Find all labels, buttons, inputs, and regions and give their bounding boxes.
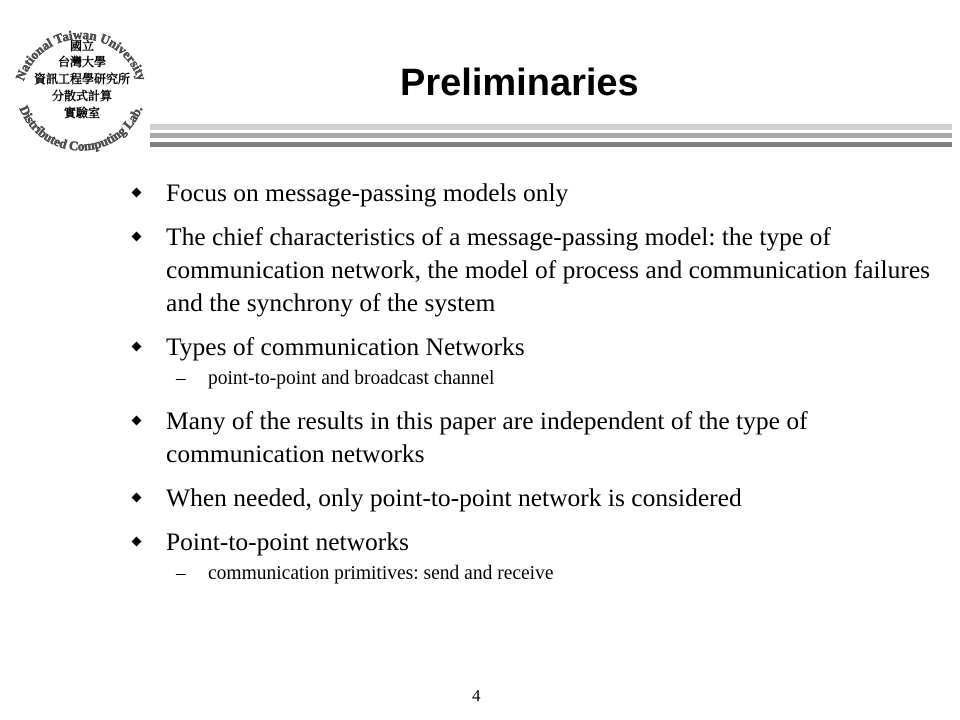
logo-ring-top: National Taiwan University — [12, 26, 150, 83]
bullet-diamond-icon — [132, 188, 142, 198]
logo-ring-bottom: Distributed Computing Lab. — [16, 103, 146, 154]
bullet-item — [133, 176, 943, 209]
logo-line-2: 台灣大學 — [57, 55, 107, 69]
sub-bullet-text: point-to-point and broadcast channel — [208, 368, 495, 389]
bullet-diamond-icon — [132, 537, 142, 547]
bullet-text: Focus on message-passing models only — [166, 178, 569, 207]
bullet-diamond-icon — [132, 342, 142, 352]
logo-line-5: 實驗室 — [63, 106, 101, 120]
logo-line-4: 分散式計算 — [51, 89, 113, 103]
bullet-diamond-icon — [132, 493, 142, 503]
bullet-item — [133, 404, 943, 470]
bullet-item — [133, 525, 943, 558]
bullet-text: The chief characteristics of a message-passing model: the type of communication network, the model of process and communication failures and the synchrony of the system — [166, 222, 931, 317]
university-logo — [4, 4, 158, 164]
bullet-text: Many of the results in this paper are independent of the type of communication networks — [166, 406, 808, 468]
page-number: 4 — [472, 686, 481, 705]
bullet-text: Point-to-point networks — [166, 527, 409, 556]
logo-line-3: 資訊工程學研究所 — [33, 72, 131, 86]
underline-stripe-mid — [150, 133, 952, 138]
bullet-text: When needed, only point-to-point network is considered — [166, 483, 742, 512]
logo-line-1: 國立 — [69, 39, 95, 53]
underline-stripe-light — [150, 124, 952, 130]
sub-bullet-item — [133, 563, 943, 585]
sub-bullet-item — [133, 368, 943, 390]
bullet-diamond-icon — [132, 416, 142, 426]
sub-bullet-dash: – — [176, 563, 186, 584]
bullet-list — [133, 176, 943, 599]
slide-title: Preliminaries — [400, 62, 639, 104]
bullet-text: Types of communication Networks — [166, 332, 525, 361]
sub-bullet-text: communication primitives: send and receive — [208, 563, 554, 584]
bullet-item — [133, 330, 943, 363]
bullet-diamond-icon — [132, 232, 142, 242]
sub-bullet-dash: – — [176, 368, 186, 389]
bullet-item — [133, 220, 943, 319]
underline-stripe-dark — [150, 142, 952, 147]
title-underline — [150, 124, 952, 151]
bullet-item — [133, 481, 943, 514]
